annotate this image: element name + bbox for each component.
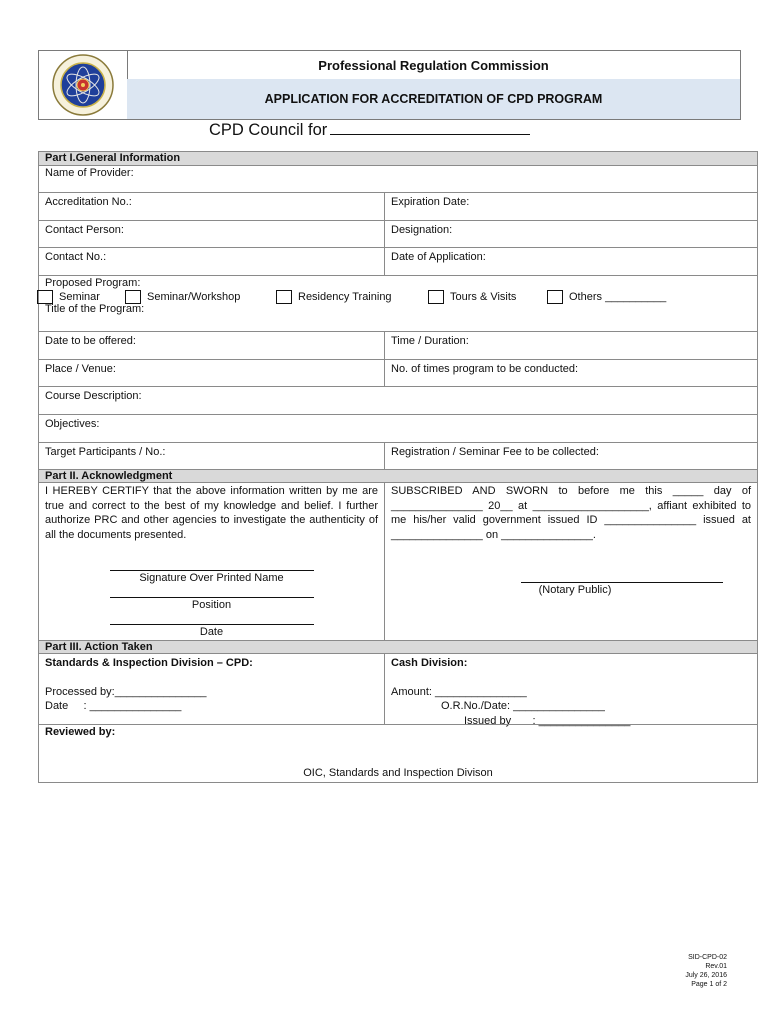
standards-cell — [39, 654, 385, 724]
amount-field[interactable]: Amount: _______________ — [391, 685, 527, 698]
row-proposed-program — [39, 275, 757, 303]
processed-by-field[interactable]: Processed by:_______________ — [45, 685, 207, 698]
row-accreditation — [39, 192, 757, 220]
accreditation-no-field[interactable]: Accreditation No.: — [39, 193, 385, 220]
form-revision: Rev.01 — [705, 963, 727, 970]
certify-cell — [39, 483, 385, 640]
date-to-be-offered-field[interactable]: Date to be offered: — [39, 332, 385, 359]
date-line[interactable] — [110, 624, 314, 625]
option-tours-visits[interactable] — [428, 290, 516, 304]
others-label: Others __________ — [569, 291, 667, 303]
target-participants-field[interactable]: Target Participants / No.: — [39, 443, 385, 469]
org-name: Professional Regulation Commission — [127, 51, 740, 80]
header-block — [38, 50, 741, 120]
part1-header: Part I.General Information — [39, 152, 757, 165]
cash-cell — [385, 654, 757, 727]
logo-cell — [39, 51, 128, 119]
row-provider — [39, 165, 757, 192]
position-line[interactable] — [110, 597, 314, 598]
reviewed-by-label: Reviewed by: — [45, 726, 116, 738]
residency-training-label: Residency Training — [298, 291, 392, 303]
time-duration-field[interactable]: Time / Duration: — [391, 335, 469, 347]
row-date-offered — [39, 331, 757, 359]
standards-date-field[interactable]: Date : _______________ — [45, 700, 182, 712]
tours-visits-checkbox[interactable] — [428, 290, 444, 304]
option-others[interactable] — [547, 290, 666, 304]
row-objectives — [39, 414, 757, 442]
notary-line[interactable] — [521, 582, 723, 583]
issued-by-field[interactable]: Issued by : _______________ — [464, 714, 631, 727]
form-title: APPLICATION FOR ACCREDITATION OF CPD PROGRAM — [127, 79, 740, 119]
part3-header: Part III. Action Taken — [39, 640, 757, 653]
signature-label: Signature Over Printed Name — [139, 572, 284, 584]
date-of-application-field[interactable]: Date of Application: — [391, 251, 486, 263]
row-course-description — [39, 386, 757, 414]
row-venue — [39, 359, 757, 386]
page-number: Page 1 of 2 — [691, 981, 727, 988]
row-acknowledgment — [39, 482, 757, 640]
council-line — [209, 120, 530, 140]
row-action-taken — [39, 653, 757, 727]
sworn-text: SUBSCRIBED AND SWORN to before me this _____ day of _______________ 20__ at ___________________, affiant exhibited to me his/her valid government issued ID _______________ issued at _______________ on _______________. — [391, 485, 751, 541]
council-label: CPD Council for — [209, 121, 328, 139]
seminar-label: Seminar — [59, 291, 100, 303]
option-residency-training[interactable] — [276, 290, 392, 304]
oic-label: OIC, Standards and Inspection Divison — [303, 767, 493, 779]
prc-seal-icon — [39, 51, 127, 119]
form-date: July 26, 2016 — [685, 972, 727, 979]
registration-fee-field[interactable]: Registration / Seminar Fee to be collected: — [391, 446, 599, 458]
place-venue-field[interactable]: Place / Venue: — [39, 360, 385, 386]
residency-training-checkbox[interactable] — [276, 290, 292, 304]
proposed-program-label: Proposed Program: — [45, 277, 141, 289]
date-label: Date — [199, 626, 224, 638]
name-of-provider-field[interactable]: Name of Provider: — [45, 167, 134, 179]
position-label: Position — [191, 599, 232, 611]
tours-visits-label: Tours & Visits — [450, 291, 517, 303]
others-checkbox[interactable] — [547, 290, 563, 304]
row-contact-person — [39, 220, 757, 247]
option-seminar-workshop[interactable] — [125, 290, 240, 304]
expiration-date-field[interactable]: Expiration Date: — [391, 196, 470, 208]
notary-label: (Notary Public) — [538, 584, 612, 596]
certify-text: I HEREBY CERTIFY that the above information written by me are true and correct to the best of my knowledge and belief. I further authorize PRC and other agencies to investigate the authenticity of all the documents presented. — [45, 485, 378, 541]
form-footer — [685, 953, 727, 989]
part2-header: Part II. Acknowledgment — [39, 469, 757, 482]
reviewed-cell — [39, 725, 757, 782]
designation-field[interactable]: Designation: — [391, 224, 453, 236]
council-blank[interactable] — [330, 120, 530, 135]
seminar-workshop-label: Seminar/Workshop — [147, 291, 241, 303]
sworn-cell — [385, 483, 757, 640]
title-of-program-field[interactable]: Title of the Program: — [45, 303, 145, 315]
or-no-field[interactable]: O.R.No./Date: _______________ — [441, 700, 605, 712]
row-contact-no — [39, 247, 757, 275]
objectives-field[interactable]: Objectives: — [45, 418, 100, 430]
seminar-checkbox[interactable] — [37, 290, 53, 304]
application-form — [38, 151, 758, 783]
course-description-field[interactable]: Course Description: — [45, 390, 142, 402]
contact-person-field[interactable]: Contact Person: — [39, 221, 385, 247]
form-code: SID-CPD-02 — [688, 954, 727, 961]
row-title-program — [39, 303, 757, 331]
contact-no-field[interactable]: Contact No.: — [39, 248, 385, 275]
seminar-workshop-checkbox[interactable] — [125, 290, 141, 304]
no-of-times-field[interactable]: No. of times program to be conducted: — [391, 363, 579, 375]
signature-line[interactable] — [110, 570, 314, 571]
standards-title: Standards & Inspection Division – CPD: — [45, 657, 253, 669]
option-seminar[interactable] — [37, 290, 100, 304]
cash-title: Cash Division: — [391, 657, 468, 669]
row-target-participants — [39, 442, 757, 469]
row-reviewed-by — [39, 724, 757, 782]
